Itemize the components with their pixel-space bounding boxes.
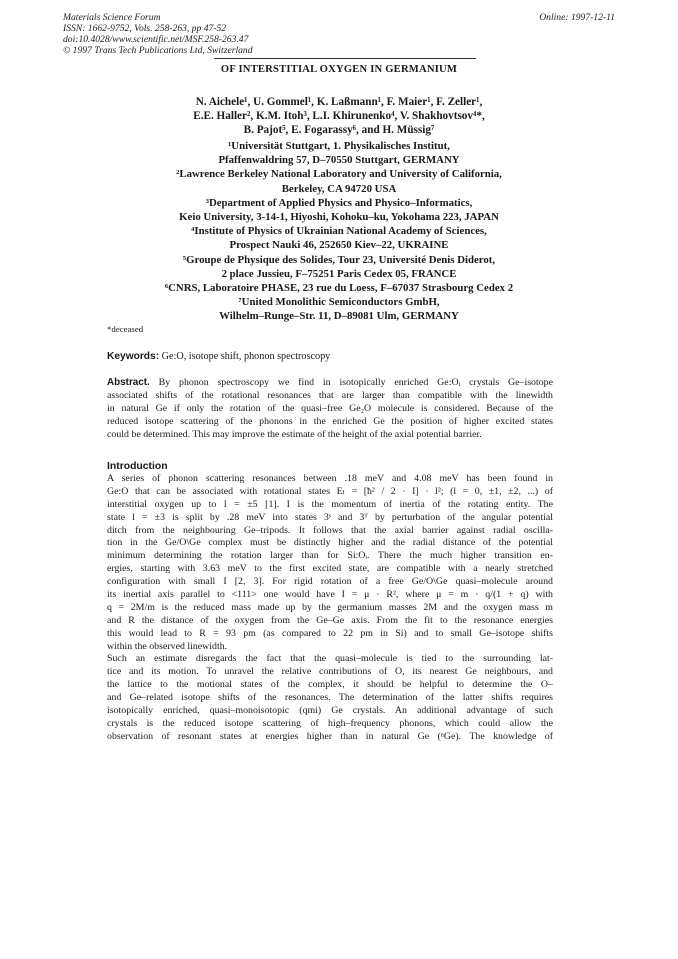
affiliation-line: ²Lawrence Berkeley National Laboratory and University of California, — [176, 168, 502, 181]
online-date: Online: 1997-12-11 — [539, 12, 615, 23]
affiliation-list — [0, 139, 678, 324]
introduction-body — [107, 473, 553, 744]
affiliation-line: ⁶CNRS, Laboratoire PHASE, 23 rue du Loess, F–67037 Strasbourg Cedex 2 — [164, 282, 514, 295]
abstract-line: reduced isotope scattering of the phonons in the enriched Ge the position of higher excited states — [107, 415, 553, 427]
intro-line: and R the distance of the oxygen from the Ge–Ge axis. From the fit to the resonance energies — [107, 614, 553, 626]
abstract-line: could be determined. This may improve the estimate of the height of the axial potential barrier. — [107, 428, 482, 440]
abstract-line: in natural Ge if only the rotation of the quasi–free Ge₂O molecule is considered. Because of the — [107, 402, 553, 414]
title-cut-line — [214, 55, 476, 61]
affiliation-line: ⁴Institute of Physics of Ukrainian National Academy of Sciences, — [191, 225, 487, 238]
intro-line: and Ge–related isotope shifts of the resonances. The determination of the latter shifts requires — [107, 692, 553, 704]
issn-line: ISSN: 1662-9752, Vols. 258-263, pp 47-52 — [63, 23, 227, 34]
affiliation-line: ³Department of Applied Physics and Physico–Informatics, — [205, 196, 473, 209]
journal-header — [63, 12, 253, 56]
abstract-line: associated shifts of the rotational resonances that are larger than compatible with the linewidth — [107, 389, 553, 401]
affiliation-line: Wilhelm–Runge–Str. 11, D–89081 Ulm, GERMANY — [219, 310, 459, 323]
journal-name: Materials Science Forum — [63, 12, 161, 23]
keywords — [107, 351, 330, 362]
affiliation-line: Berkeley, CA 94720 USA — [281, 182, 397, 195]
intro-line: ditch from the neighbouring Ge–tripods. It follows that the axial barrier against radial oscilla- — [107, 524, 553, 536]
intro-line: q = 2M/m is the reduced mass made up by the germanium masses 2M and the oxygen mass m — [107, 601, 553, 613]
keywords-label: Keywords: — [107, 351, 160, 362]
copyright-line: © 1997 Trans Tech Publications Ltd, Switzerland — [63, 45, 253, 56]
abstract-line: By phonon spectroscopy we find in isotopically enriched Ge:Oᵢ crystals Ge–isotope — [149, 377, 553, 388]
intro-line: configuration with small I [2, 3]. For rigid rotation of a free Ge/O\Ge quasi–molecule around — [107, 576, 553, 588]
intro-line: crystals is the reduced isotope scattering of high–frequency phonons, which could allow the — [107, 717, 553, 729]
intro-line: Ge:O that can be associated with rotational states Eₗ = [ħ² / 2 · I] · l²; (l = 0, ±1, ±2, ...) of — [107, 485, 553, 497]
intro-line: this would lead to R = 93 pm (as compared to 22 pm in Si) and to small Ge–isotope shifts — [107, 627, 553, 639]
affiliation-line: 2 place Jussieu, F–75251 Paris Cedex 05, FRANCE — [221, 267, 457, 280]
affiliation-line: Prospect Nauki 46, 252650 Kiev–22, UKRAINE — [229, 239, 449, 252]
intro-line: the lattice to the motional states of the complex, it should be helpful to determine the O– — [107, 679, 553, 691]
intro-line: state l = ±3 is split by .28 meV into states 3ˢ and 3ᵀ by perturbation of the angular potential — [107, 511, 553, 523]
intro-line: its inertial axis parallel to <111> one would have I = μ · R², where μ = m · q/(1 + q) with — [107, 589, 553, 601]
intro-line: isotopically enriched, quasi–monoisotopic (qmi) Ge crystals. An additional advantage of such — [107, 705, 553, 717]
section-heading-introduction: Introduction — [107, 461, 168, 472]
affiliation-line: ¹Universität Stuttgart, 1. Physikalisches Institut, — [228, 140, 450, 152]
affiliation-line: ⁵Groupe de Physique des Solides, Tour 23, Université Denis Diderot, — [182, 253, 496, 266]
intro-line: ergies, starting with 3.63 meV to the first excited state, are compatible with a nearly stretched — [107, 563, 553, 575]
affiliation-line: Keio University, 3-14-1, Hiyoshi, Kohoku–ku, Yokohama 223, JAPAN — [179, 211, 499, 224]
affiliation-line: ⁷United Monolithic Semiconductors GmbH, — [238, 296, 440, 309]
intro-line: interstitial oxygen up to l = ±5 [1]. I is the momentum of inertia of the rotating entity. The — [107, 498, 553, 510]
intro-line: Such an estimate disregards the fact that the quasi–molecule is tied to the surrounding lat- — [107, 653, 553, 665]
deceased-footnote: *deceased — [107, 324, 144, 334]
intro-line: observation of resonant states at energies higher than in natural Ge (ⁿGe). The knowledge of — [107, 730, 553, 742]
intro-line: A series of phonon scattering resonances between .18 meV and 4.08 meV has been found in — [107, 473, 553, 484]
paper-title: OF INTERSTITIAL OXYGEN IN GERMANIUM — [220, 64, 458, 75]
keywords-text: Ge:O, isotope shift, phonon spectroscopy — [159, 351, 331, 362]
doi-line: doi:10.4028/www.scientific.net/MSF.258-263.47 — [63, 34, 249, 45]
abstract — [107, 377, 553, 441]
intro-line: tion in the Ge/O\Ge complex must be distinctly higher and the radial distance of the potential — [107, 537, 553, 549]
abstract-label: Abstract. — [107, 377, 150, 388]
author-line: B. Pajot⁵, E. Fogarassy⁶, and H. Müssig⁷ — [243, 124, 435, 137]
intro-line: minimum determining the rotation larger than for Si:Oᵢ. There the much higher transition en- — [107, 550, 553, 562]
author-line: E.E. Haller², K.M. Itoh³, L.I. Khirunenko⁴, V. Shakhovtsov⁴*, — [193, 110, 485, 123]
author-list — [0, 95, 678, 138]
affiliation-line: Pfaffenwaldring 57, D–70550 Stuttgart, GERMANY — [218, 154, 460, 167]
intro-line: tice and its motion. To unravel the relative contributions of O, its nearest Ge neighbours, and — [107, 666, 553, 678]
intro-line: within the observed linewidth. — [107, 640, 228, 652]
author-line: N. Aichele¹, U. Gommel¹, K. Laßmann¹, F. Maier¹, F. Zeller¹, — [195, 96, 483, 108]
